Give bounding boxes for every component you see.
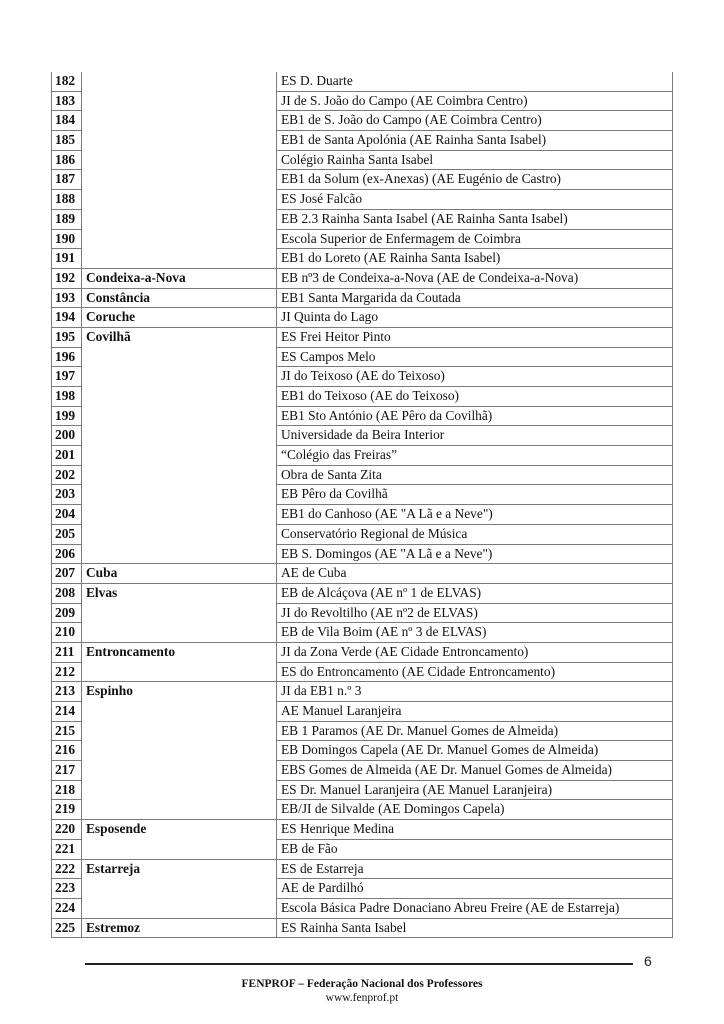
municipality-cell bbox=[82, 170, 277, 190]
school-cell: EB Pêro da Covilhã bbox=[277, 485, 673, 505]
school-cell: Obra de Santa Zita bbox=[277, 465, 673, 485]
table-row bbox=[52, 544, 673, 564]
school-cell: EB1 de Santa Apolónia (AE Rainha Santa Isabel) bbox=[277, 131, 673, 151]
municipality-cell bbox=[82, 839, 277, 859]
school-cell: JI da Zona Verde (AE Cidade Entroncamento) bbox=[277, 642, 673, 662]
school-cell: JI Quinta do Lago bbox=[277, 308, 673, 328]
school-cell: Escola Superior de Enfermagem de Coimbra bbox=[277, 229, 673, 249]
table-row bbox=[52, 879, 673, 899]
municipality-cell bbox=[82, 898, 277, 918]
school-cell: EBS Gomes de Almeida (AE Dr. Manuel Gomes de Almeida) bbox=[277, 761, 673, 781]
municipality-cell bbox=[82, 446, 277, 466]
table-row bbox=[52, 347, 673, 367]
row-number: 200 bbox=[52, 426, 82, 446]
row-number: 208 bbox=[52, 583, 82, 603]
row-number: 192 bbox=[52, 268, 82, 288]
municipality-cell bbox=[82, 249, 277, 269]
row-number: 186 bbox=[52, 150, 82, 170]
table-row bbox=[52, 308, 673, 328]
table-row bbox=[52, 505, 673, 525]
school-cell: Universidade da Beira Interior bbox=[277, 426, 673, 446]
municipality-cell: Constância bbox=[82, 288, 277, 308]
row-number: 187 bbox=[52, 170, 82, 190]
table-row bbox=[52, 170, 673, 190]
school-cell: JI do Teixoso (AE do Teixoso) bbox=[277, 367, 673, 387]
municipality-cell bbox=[82, 111, 277, 131]
row-number: 194 bbox=[52, 308, 82, 328]
school-cell: Conservatório Regional de Música bbox=[277, 524, 673, 544]
table-row bbox=[52, 564, 673, 584]
municipality-cell: Elvas bbox=[82, 583, 277, 603]
table-row bbox=[52, 209, 673, 229]
municipality-cell: Espinho bbox=[82, 682, 277, 702]
table-row bbox=[52, 229, 673, 249]
municipality-cell bbox=[82, 524, 277, 544]
school-cell: ES Rainha Santa Isabel bbox=[277, 918, 673, 938]
municipality-cell bbox=[82, 367, 277, 387]
row-number: 182 bbox=[52, 72, 82, 91]
school-cell: ES de Estarreja bbox=[277, 859, 673, 879]
row-number: 199 bbox=[52, 406, 82, 426]
row-number: 220 bbox=[52, 820, 82, 840]
municipality-cell bbox=[82, 879, 277, 899]
row-number: 225 bbox=[52, 918, 82, 938]
row-number: 223 bbox=[52, 879, 82, 899]
school-cell: EB 1 Paramos (AE Dr. Manuel Gomes de Almeida) bbox=[277, 721, 673, 741]
school-cell: EB de Fão bbox=[277, 839, 673, 859]
footer-website: www.fenprof.pt bbox=[325, 992, 399, 1004]
municipality-cell bbox=[82, 721, 277, 741]
municipality-cell: Estremoz bbox=[82, 918, 277, 938]
municipality-cell: Esposende bbox=[82, 820, 277, 840]
footer-divider bbox=[85, 963, 633, 965]
table-row bbox=[52, 387, 673, 407]
table-row bbox=[52, 702, 673, 722]
school-cell: ES Frei Heitor Pinto bbox=[277, 327, 673, 347]
municipality-cell bbox=[82, 209, 277, 229]
table-row bbox=[52, 485, 673, 505]
row-number: 183 bbox=[52, 91, 82, 111]
school-cell: ES Campos Melo bbox=[277, 347, 673, 367]
school-cell: EB1 do Loreto (AE Rainha Santa Isabel) bbox=[277, 249, 673, 269]
table-row bbox=[52, 91, 673, 111]
municipality-cell: Estarreja bbox=[82, 859, 277, 879]
municipality-cell bbox=[82, 387, 277, 407]
municipality-cell bbox=[82, 406, 277, 426]
table-row bbox=[52, 131, 673, 151]
table-row bbox=[52, 583, 673, 603]
table-row bbox=[52, 327, 673, 347]
municipality-cell bbox=[82, 347, 277, 367]
schools-table bbox=[51, 72, 673, 938]
table-row bbox=[52, 603, 673, 623]
municipality-cell bbox=[82, 702, 277, 722]
school-cell: EB nº3 de Condeixa-a-Nova (AE de Condeixa-a-Nova) bbox=[277, 268, 673, 288]
municipality-cell bbox=[82, 623, 277, 643]
school-cell: EB S. Domingos (AE "A Lã e a Neve") bbox=[277, 544, 673, 564]
row-number: 203 bbox=[52, 485, 82, 505]
row-number: 211 bbox=[52, 642, 82, 662]
school-cell: EB de Vila Boim (AE nº 3 de ELVAS) bbox=[277, 623, 673, 643]
footer-organization: FENPROF – Federação Nacional dos Professores bbox=[241, 978, 483, 990]
school-cell: Escola Básica Padre Donaciano Abreu Freire (AE de Estarreja) bbox=[277, 898, 673, 918]
table-row bbox=[52, 249, 673, 269]
school-cell: EB 2.3 Rainha Santa Isabel (AE Rainha Santa Isabel) bbox=[277, 209, 673, 229]
table-row bbox=[52, 623, 673, 643]
school-cell: AE de Pardilhó bbox=[277, 879, 673, 899]
row-number: 224 bbox=[52, 898, 82, 918]
table-row bbox=[52, 268, 673, 288]
municipality-cell: Coruche bbox=[82, 308, 277, 328]
row-number: 210 bbox=[52, 623, 82, 643]
school-cell: EB1 de S. João do Campo (AE Coimbra Centro) bbox=[277, 111, 673, 131]
school-cell: EB/JI de Silvalde (AE Domingos Capela) bbox=[277, 800, 673, 820]
table-row bbox=[52, 367, 673, 387]
municipality-cell bbox=[82, 780, 277, 800]
row-number: 185 bbox=[52, 131, 82, 151]
table-row bbox=[52, 190, 673, 210]
row-number: 221 bbox=[52, 839, 82, 859]
page-number: 6 bbox=[644, 953, 652, 969]
municipality-cell bbox=[82, 505, 277, 525]
table-row bbox=[52, 839, 673, 859]
table-row bbox=[52, 741, 673, 761]
municipality-cell: Covilhã bbox=[82, 327, 277, 347]
school-cell: ES Dr. Manuel Laranjeira (AE Manuel Laranjeira) bbox=[277, 780, 673, 800]
table-row bbox=[52, 800, 673, 820]
school-cell: ES do Entroncamento (AE Cidade Entroncamento) bbox=[277, 662, 673, 682]
table-row bbox=[52, 406, 673, 426]
school-cell: JI de S. João do Campo (AE Coimbra Centro) bbox=[277, 91, 673, 111]
school-cell: EB Domingos Capela (AE Dr. Manuel Gomes de Almeida) bbox=[277, 741, 673, 761]
municipality-cell bbox=[82, 150, 277, 170]
row-number: 193 bbox=[52, 288, 82, 308]
table-row bbox=[52, 111, 673, 131]
row-number: 190 bbox=[52, 229, 82, 249]
row-number: 212 bbox=[52, 662, 82, 682]
table-row bbox=[52, 721, 673, 741]
schools-table-body bbox=[52, 72, 673, 938]
table-row bbox=[52, 288, 673, 308]
row-number: 215 bbox=[52, 721, 82, 741]
school-cell: ES José Falcão bbox=[277, 190, 673, 210]
table-row bbox=[52, 150, 673, 170]
table-row bbox=[52, 524, 673, 544]
table-row bbox=[52, 820, 673, 840]
municipality-cell: Cuba bbox=[82, 564, 277, 584]
municipality-cell bbox=[82, 465, 277, 485]
school-cell: EB1 do Canhoso (AE "A Lã e a Neve") bbox=[277, 505, 673, 525]
school-cell: AE de Cuba bbox=[277, 564, 673, 584]
row-number: 219 bbox=[52, 800, 82, 820]
row-number: 196 bbox=[52, 347, 82, 367]
municipality-cell bbox=[82, 229, 277, 249]
municipality-cell bbox=[82, 72, 277, 91]
row-number: 209 bbox=[52, 603, 82, 623]
table-row bbox=[52, 642, 673, 662]
school-cell: EB1 Santa Margarida da Coutada bbox=[277, 288, 673, 308]
municipality-cell bbox=[82, 91, 277, 111]
school-cell: “Colégio das Freiras” bbox=[277, 446, 673, 466]
table-row bbox=[52, 465, 673, 485]
municipality-cell bbox=[82, 190, 277, 210]
row-number: 202 bbox=[52, 465, 82, 485]
municipality-cell bbox=[82, 662, 277, 682]
table-row bbox=[52, 918, 673, 938]
row-number: 222 bbox=[52, 859, 82, 879]
school-cell: EB1 do Teixoso (AE do Teixoso) bbox=[277, 387, 673, 407]
municipality-cell bbox=[82, 761, 277, 781]
table-row bbox=[52, 662, 673, 682]
municipality-cell bbox=[82, 544, 277, 564]
row-number: 205 bbox=[52, 524, 82, 544]
school-cell: EB1 Sto António (AE Pêro da Covilhã) bbox=[277, 406, 673, 426]
table-row bbox=[52, 859, 673, 879]
school-cell: JI da EB1 n.º 3 bbox=[277, 682, 673, 702]
school-cell: ES Henrique Medina bbox=[277, 820, 673, 840]
row-number: 206 bbox=[52, 544, 82, 564]
municipality-cell bbox=[82, 603, 277, 623]
table-row bbox=[52, 426, 673, 446]
table-row bbox=[52, 446, 673, 466]
table-row bbox=[52, 898, 673, 918]
row-number: 188 bbox=[52, 190, 82, 210]
row-number: 217 bbox=[52, 761, 82, 781]
row-number: 218 bbox=[52, 780, 82, 800]
municipality-cell bbox=[82, 485, 277, 505]
row-number: 207 bbox=[52, 564, 82, 584]
row-number: 198 bbox=[52, 387, 82, 407]
school-cell: EB1 da Solum (ex-Anexas) (AE Eugénio de Castro) bbox=[277, 170, 673, 190]
school-cell: ES D. Duarte bbox=[277, 72, 673, 91]
table-row bbox=[52, 780, 673, 800]
municipality-cell bbox=[82, 131, 277, 151]
row-number: 195 bbox=[52, 327, 82, 347]
school-cell: JI do Revoltilho (AE nº2 de ELVAS) bbox=[277, 603, 673, 623]
row-number: 189 bbox=[52, 209, 82, 229]
municipality-cell: Entroncamento bbox=[82, 642, 277, 662]
municipality-cell bbox=[82, 426, 277, 446]
school-cell: EB de Alcáçova (AE nº 1 de ELVAS) bbox=[277, 583, 673, 603]
table-row bbox=[52, 761, 673, 781]
row-number: 191 bbox=[52, 249, 82, 269]
row-number: 214 bbox=[52, 702, 82, 722]
table-row bbox=[52, 682, 673, 702]
school-cell: Colégio Rainha Santa Isabel bbox=[277, 150, 673, 170]
table-row bbox=[52, 72, 673, 91]
row-number: 201 bbox=[52, 446, 82, 466]
municipality-cell bbox=[82, 800, 277, 820]
row-number: 197 bbox=[52, 367, 82, 387]
municipality-cell bbox=[82, 741, 277, 761]
row-number: 213 bbox=[52, 682, 82, 702]
municipality-cell: Condeixa-a-Nova bbox=[82, 268, 277, 288]
school-cell: AE Manuel Laranjeira bbox=[277, 702, 673, 722]
row-number: 216 bbox=[52, 741, 82, 761]
row-number: 184 bbox=[52, 111, 82, 131]
row-number: 204 bbox=[52, 505, 82, 525]
